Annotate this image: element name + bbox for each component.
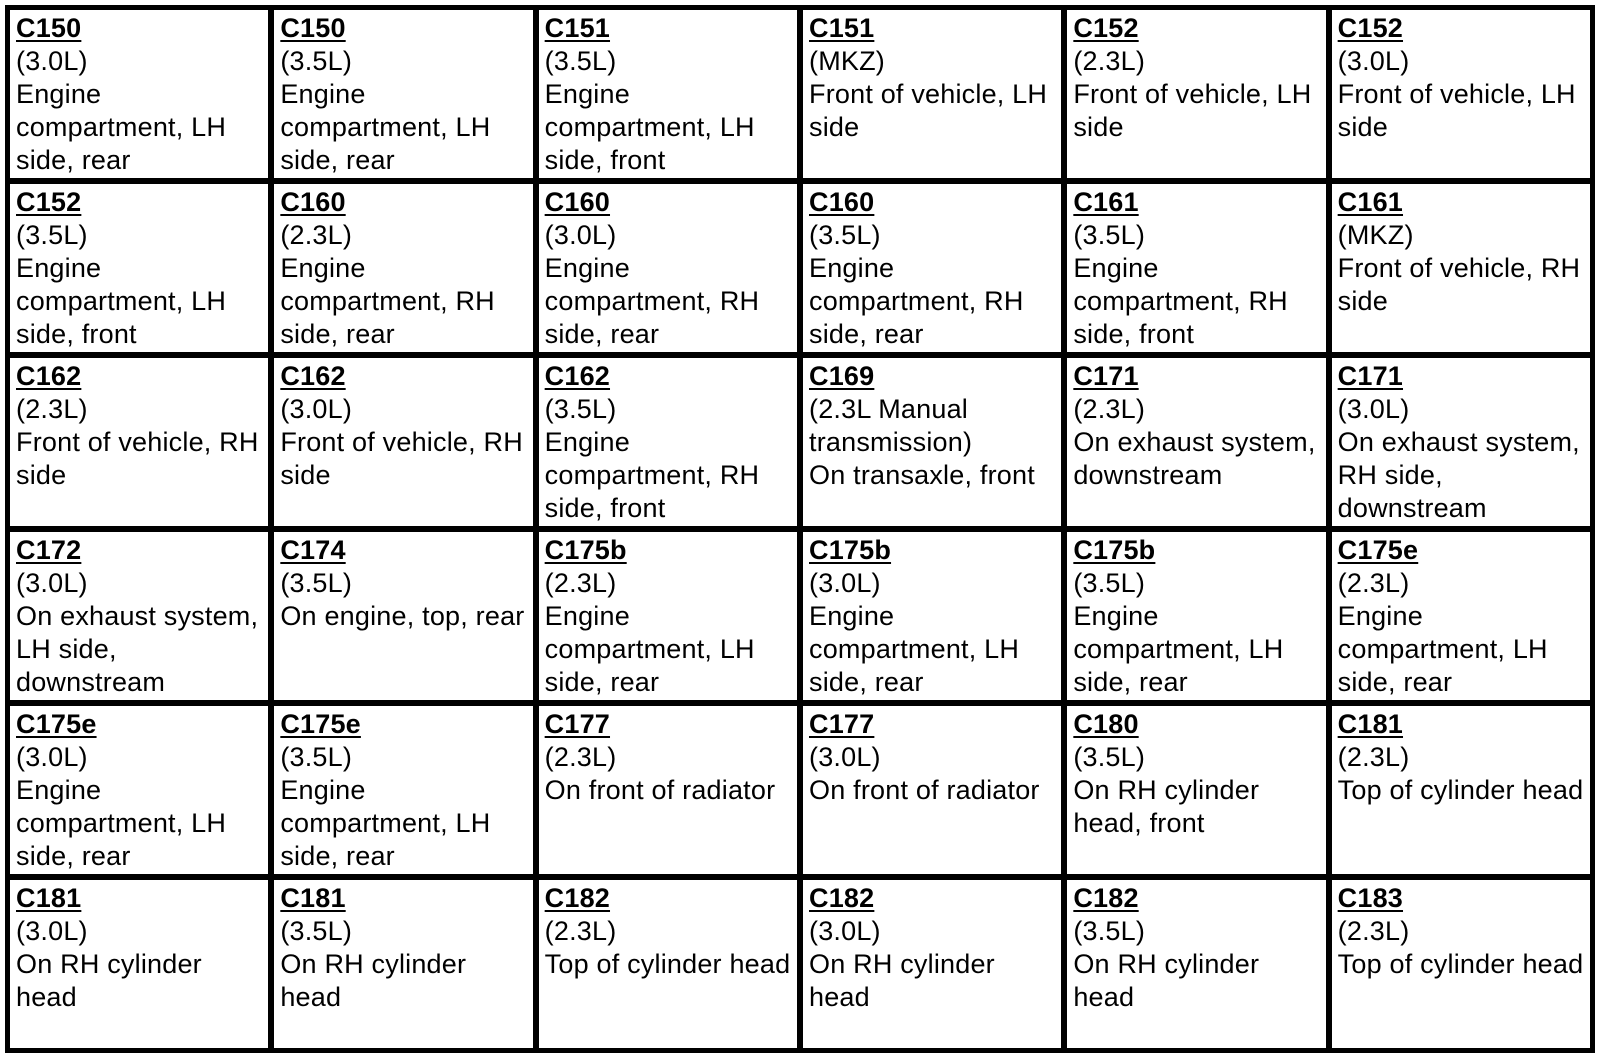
connector-variant: (2.3L) xyxy=(544,916,617,946)
connector-cell xyxy=(538,879,798,1049)
connector-code: C150 xyxy=(280,13,346,43)
connector-cell xyxy=(802,9,1062,179)
connector-code: C151 xyxy=(544,13,611,43)
connector-code: C162 xyxy=(16,361,82,391)
connector-variant: (3.0L) xyxy=(809,742,881,772)
connector-location: Engine compartment, LH side, front xyxy=(16,253,227,349)
connector-variant: (3.0L) xyxy=(16,568,88,598)
connector-variant: (3.0L) xyxy=(1337,46,1410,76)
connector-variant: (3.5L) xyxy=(1073,568,1146,598)
connector-code: C152 xyxy=(1337,13,1404,43)
connector-location: On front of radiator xyxy=(809,775,1040,805)
connector-code: C175e xyxy=(280,709,361,739)
connector-location: Front of vehicle, LH side xyxy=(1073,79,1312,142)
connector-code: C160 xyxy=(280,187,346,217)
connector-cell xyxy=(9,879,269,1049)
connector-variant: (3.0L) xyxy=(16,742,88,772)
connector-location: Front of vehicle, LH side xyxy=(809,79,1048,142)
connector-variant: (3.0L) xyxy=(1337,394,1410,424)
connector-variant: (3.0L) xyxy=(16,916,88,946)
connector-code: C175b xyxy=(544,535,627,565)
connector-variant: (3.5L) xyxy=(280,916,353,946)
connector-variant: (3.5L) xyxy=(1073,916,1146,946)
connector-variant: (MKZ) xyxy=(809,46,885,76)
connector-location: Engine compartment, LH side, rear xyxy=(1073,601,1284,697)
connector-code: C181 xyxy=(16,883,82,913)
connector-code: C182 xyxy=(809,883,875,913)
connector-variant: (3.0L) xyxy=(16,46,88,76)
connector-cell xyxy=(1331,879,1591,1049)
connector-cell xyxy=(802,879,1062,1049)
connector-variant: (3.0L) xyxy=(809,916,881,946)
connector-cell xyxy=(802,357,1062,527)
connector-code: C171 xyxy=(1337,361,1404,391)
connector-code: C161 xyxy=(1337,187,1404,217)
connector-location: On engine, top, rear xyxy=(280,601,525,631)
connector-cell xyxy=(1066,183,1326,353)
connector-cell xyxy=(802,705,1062,875)
connector-location: Front of vehicle, RH side xyxy=(1337,253,1581,316)
connector-cell xyxy=(9,9,269,179)
connector-variant: (2.3L) xyxy=(1337,916,1410,946)
connector-location: On transaxle, front xyxy=(809,460,1035,490)
connector-cell xyxy=(1331,531,1591,701)
connector-cell xyxy=(802,531,1062,701)
connector-location: Front of vehicle, LH side xyxy=(1337,79,1576,142)
connector-variant: (3.5L) xyxy=(280,46,353,76)
connector-location: On exhaust system, RH side, downstream xyxy=(1337,427,1580,523)
connector-location: Engine compartment, RH side, rear xyxy=(544,253,760,349)
connector-code: C183 xyxy=(1337,883,1404,913)
connector-cell xyxy=(9,705,269,875)
connector-variant: (2.3L) xyxy=(280,220,353,250)
connector-location: Front of vehicle, RH side xyxy=(16,427,259,490)
connector-variant: (3.5L) xyxy=(544,46,617,76)
connector-cell xyxy=(1066,531,1326,701)
connector-variant: (2.3L Manual transmission) xyxy=(809,394,973,457)
connector-location: On exhaust system, LH side, downstream xyxy=(16,601,259,697)
connector-code: C175e xyxy=(16,709,97,739)
connector-code: C182 xyxy=(544,883,611,913)
connector-location: On exhaust system, downstream xyxy=(1073,427,1316,490)
connector-cell xyxy=(1066,357,1326,527)
connector-location: On RH cylinder head xyxy=(1073,949,1260,1012)
connector-cell xyxy=(1331,357,1591,527)
connector-code: C152 xyxy=(16,187,82,217)
connector-location: Front of vehicle, RH side xyxy=(280,427,523,490)
connector-location: Engine compartment, RH side, front xyxy=(1073,253,1288,349)
connector-location: Engine compartment, LH side, rear xyxy=(544,601,755,697)
connector-variant: (3.0L) xyxy=(809,568,881,598)
connector-cell xyxy=(273,879,533,1049)
connector-cell xyxy=(538,183,798,353)
connector-variant: (2.3L) xyxy=(1337,742,1410,772)
connector-variant: (2.3L) xyxy=(1073,46,1146,76)
connector-code: C162 xyxy=(544,361,611,391)
connector-location: On RH cylinder head xyxy=(809,949,995,1012)
connector-code: C172 xyxy=(16,535,82,565)
connector-cell xyxy=(9,357,269,527)
connector-location: Engine compartment, RH side, rear xyxy=(809,253,1024,349)
connector-location: Engine compartment, LH side, rear xyxy=(280,775,491,871)
connector-location: Engine compartment, LH side, rear xyxy=(809,601,1020,697)
connector-location: On RH cylinder head, front xyxy=(1073,775,1260,838)
connector-code: C177 xyxy=(809,709,875,739)
connector-code: C175b xyxy=(1073,535,1156,565)
connector-location-table xyxy=(5,5,1595,1053)
connector-cell xyxy=(9,531,269,701)
connector-cell xyxy=(1066,705,1326,875)
connector-code: C160 xyxy=(809,187,875,217)
connector-location: Engine compartment, LH side, rear xyxy=(280,79,491,175)
connector-variant: (3.5L) xyxy=(544,394,617,424)
connector-code: C182 xyxy=(1073,883,1139,913)
connector-location: On front of radiator xyxy=(544,775,776,805)
connector-variant: (3.5L) xyxy=(280,568,353,598)
connector-location: On RH cylinder head xyxy=(280,949,467,1012)
connector-cell xyxy=(538,531,798,701)
connector-cell xyxy=(1066,9,1326,179)
connector-variant: (2.3L) xyxy=(544,568,617,598)
connector-code: C181 xyxy=(1337,709,1404,739)
connector-code: C175e xyxy=(1337,535,1419,565)
connector-location: Top of cylinder head xyxy=(1337,775,1584,805)
connector-variant: (3.5L) xyxy=(809,220,881,250)
connector-location: Engine compartment, RH side, rear xyxy=(280,253,495,349)
connector-location: Engine compartment, LH side, rear xyxy=(1337,601,1548,697)
connector-variant: (MKZ) xyxy=(1337,220,1414,250)
connector-cell xyxy=(538,705,798,875)
connector-cell xyxy=(1331,705,1591,875)
connector-location: Engine compartment, LH side, front xyxy=(544,79,755,175)
connector-cell xyxy=(273,357,533,527)
connector-location: On RH cylinder head xyxy=(16,949,202,1012)
connector-variant: (3.5L) xyxy=(1073,742,1146,772)
connector-code: C161 xyxy=(1073,187,1139,217)
connector-code: C174 xyxy=(280,535,346,565)
connector-location: Top of cylinder head xyxy=(1337,949,1584,979)
connector-variant: (3.0L) xyxy=(280,394,353,424)
connector-cell xyxy=(273,9,533,179)
connector-cell xyxy=(802,183,1062,353)
connector-variant: (2.3L) xyxy=(1337,568,1410,598)
connector-variant: (3.5L) xyxy=(280,742,353,772)
connector-code: C181 xyxy=(280,883,346,913)
connector-variant: (3.5L) xyxy=(16,220,88,250)
connector-cell xyxy=(273,183,533,353)
connector-cell xyxy=(1331,183,1591,353)
connector-code: C180 xyxy=(1073,709,1139,739)
connector-cell xyxy=(273,531,533,701)
connector-location: Engine compartment, LH side, rear xyxy=(16,79,227,175)
connector-code: C177 xyxy=(544,709,611,739)
connector-variant: (2.3L) xyxy=(544,742,617,772)
connector-code: C152 xyxy=(1073,13,1139,43)
connector-code: C151 xyxy=(809,13,875,43)
connector-cell xyxy=(1331,9,1591,179)
connector-cell xyxy=(9,183,269,353)
connector-code: C169 xyxy=(809,361,875,391)
connector-code: C171 xyxy=(1073,361,1139,391)
connector-cell xyxy=(273,705,533,875)
connector-location: Engine compartment, LH side, rear xyxy=(16,775,227,871)
connector-cell xyxy=(538,357,798,527)
connector-code: C160 xyxy=(544,187,611,217)
connector-code: C162 xyxy=(280,361,346,391)
connector-code: C175b xyxy=(809,535,892,565)
connector-code: C150 xyxy=(16,13,82,43)
connector-variant: (2.3L) xyxy=(1073,394,1146,424)
connector-variant: (2.3L) xyxy=(16,394,88,424)
connector-location: Top of cylinder head xyxy=(544,949,791,979)
connector-variant: (3.0L) xyxy=(544,220,617,250)
connector-cell xyxy=(538,9,798,179)
connector-variant: (3.5L) xyxy=(1073,220,1146,250)
connector-location: Engine compartment, RH side, front xyxy=(544,427,760,523)
connector-cell xyxy=(1066,879,1326,1049)
